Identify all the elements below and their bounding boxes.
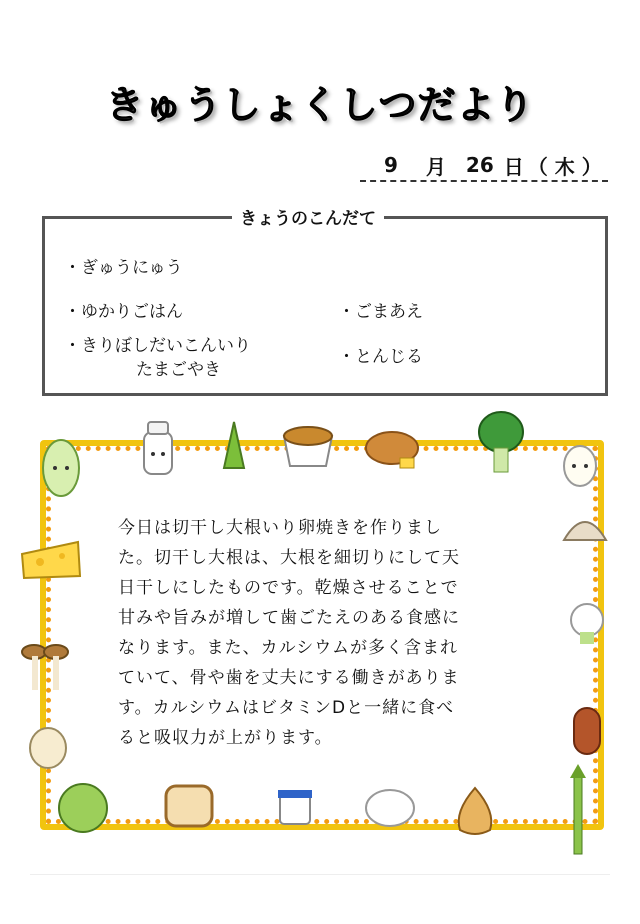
cauliflower-icon <box>566 600 608 648</box>
milk-bottle-icon <box>136 418 180 478</box>
spinach-icon <box>474 408 528 476</box>
menu-item: ・ゆかりごはん <box>64 302 183 322</box>
page-title: きゅうしょくしつだより <box>105 83 535 127</box>
egg-icon <box>560 440 600 488</box>
asparagus-icon <box>560 764 596 856</box>
bottom-rule <box>30 874 610 875</box>
menu-item: ・ぎゅうにゅう <box>64 258 183 278</box>
menu-item: ・きりぼしだいこんいり <box>64 336 251 356</box>
article-line: 今日は切干し大根いり卵焼きを作りまし <box>118 518 442 538</box>
article-line: ると吸収力が上がります。 <box>118 728 333 748</box>
date-day-unit: 日 <box>503 154 524 179</box>
clam-icon <box>560 510 610 550</box>
yogurt-icon <box>270 784 320 834</box>
date-month-unit: 月 <box>425 154 446 179</box>
cabbage-icon <box>38 436 84 500</box>
menu-heading: きょうのこんだて <box>232 204 384 229</box>
date-line <box>360 150 608 182</box>
article-line: す。カルシウムはビタミンDと一緒に食べ <box>118 698 455 718</box>
bread-icon <box>364 428 424 472</box>
natto-icon <box>280 420 336 470</box>
mushroom-icon <box>14 636 76 698</box>
date-day: 26 <box>465 153 494 177</box>
date-month: 9 <box>384 153 398 177</box>
potato-icon <box>26 724 70 774</box>
menu-item: たまごやき <box>136 360 221 380</box>
article-line: 甘みや旨みが増して歯ごたえのある食感に <box>118 608 460 628</box>
menu-item: ・とんじる <box>338 347 423 367</box>
sausage-icon <box>564 704 612 756</box>
article-line: ていて、骨や歯を丈夫にする働きがありま <box>118 668 460 688</box>
rice-bowl-icon <box>362 786 418 834</box>
okra-icon <box>216 418 252 474</box>
cabbage-ball-icon <box>54 780 112 836</box>
article-line: 日干しにしたものです。乾燥させることで <box>118 578 459 598</box>
cheese-icon <box>18 534 84 582</box>
menu-item: ・ごまあえ <box>338 302 423 322</box>
article-text <box>118 513 528 753</box>
onion-icon <box>450 784 500 840</box>
article-line: なります。また、カルシウムが多く含まれ <box>118 638 459 658</box>
article-line: た。切干し大根は、大根を細切りにして天 <box>118 548 460 568</box>
toast-icon <box>160 778 218 830</box>
date-weekday: （ 木 ） <box>527 154 602 179</box>
